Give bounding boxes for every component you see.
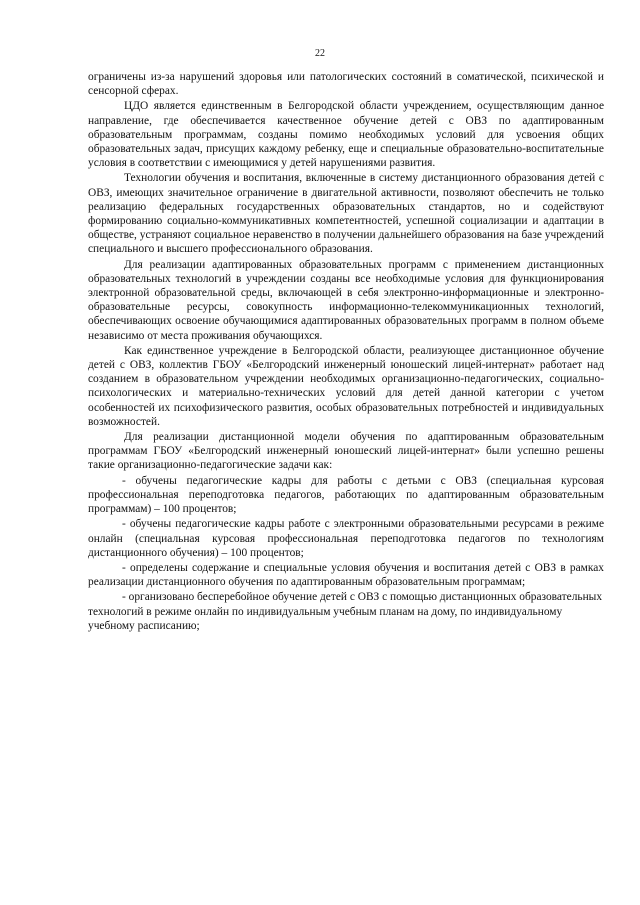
paragraph-technologies: Технологии обучения и воспитания, включенные в систему дистанционного образования детей с ОВЗ, имеющих значительное ограничение в двигательной активности, позволяют обеспечить не только реализацию федеральных государственных образовательных стандартов, но и содействуют формированию социально-коммуникативных компетентностей, успешной социализации и адаптации в обществе, устраняют социальное неравенство в получении дальнейшего образования на базе учреждений специального и высшего профессионального образования. [88, 172, 604, 256]
paragraph-tasks-intro: Для реализации дистанционной модели обучения по адаптированным образовательным программам ГБОУ «Белгородский инженерный юношеский лицей-интернат» были успешно решены такие организационно-педагогические задачи как: [88, 431, 604, 472]
list-item-uninterrupted-learning: - организовано бесперебойное обучение детей с ОВЗ с помощью дистанционных образовательных технологий в режиме онлайн по индивидуальным учебным планам на дому, по индивидуальному учебному расписанию; [88, 591, 603, 632]
list-item-content-defined: - определены содержание и специальные условия обучения и воспитания детей с ОВЗ в рамках реализации дистанционного обучения по адаптированным образовательным программам; [88, 561, 604, 589]
paragraph-continuation: ограничены из-за нарушений здоровья или патологических состояний в соматической, психической и сенсорной сферах. [88, 71, 604, 98]
list-item-trained-staff-ovz: - обучены педагогические кадры для работы с детьми с ОВЗ (специальная курсовая профессиональная переподготовка педагогов, работающих по адаптированным образовательным программам) – 100 процентов; [88, 474, 604, 516]
list-item-trained-staff-online: - обучены педагогические кадры работе с электронными образовательными ресурсами в режиме онлайн (специальная курсовая профессиональная переподготовка педагогов по технологиям дистанционного обучения) – 100 процентов; [88, 518, 604, 559]
paragraph-lyceum-collective: Как единственное учреждение в Белгородской области, реализующее дистанционное обучение детей с ОВЗ, коллектив ГБОУ «Белгородский инженерный юношеский лицей-интернат» работает над созданием в образовательном учреждении необходимых организационно-педагогических, социально-психологических и материально-технических условий для детей данной категории с учетом особенностей их психофизического развития, особых образовательных потребностей и индивидуальных возможностей. [88, 344, 604, 428]
page-number: 22 [315, 48, 325, 59]
paragraph-cdo-unique: ЦДО является единственным в Белгородской области учреждением, осуществляющим данное направление, где обеспечивается качественное обучение детей с ОВЗ по адаптированным образовательным программам, созданы помимо необходимых условий для усвоения общих образовательных задач, присущих каждому ребенку, еще и специальные образовательно-воспитательные условия в соответствии с имеющимися у детей нарушениями развития. [88, 100, 604, 170]
body-text [88, 70, 604, 634]
paragraph-adapted-programs: Для реализации адаптированных образовательных программ с применением дистанционных образовательных технологий в учреждении созданы все необходимые условия для функционирования электронной образовательной среды, включающей в себя электронно-информационные и электронно-образовательные ресурсы, совокупность информационно-телекоммуникационных технологий, обеспечивающих освоение обучающимися адаптированных образовательных программ в полном объеме независимо от места проживания обучающихся. [88, 258, 604, 342]
